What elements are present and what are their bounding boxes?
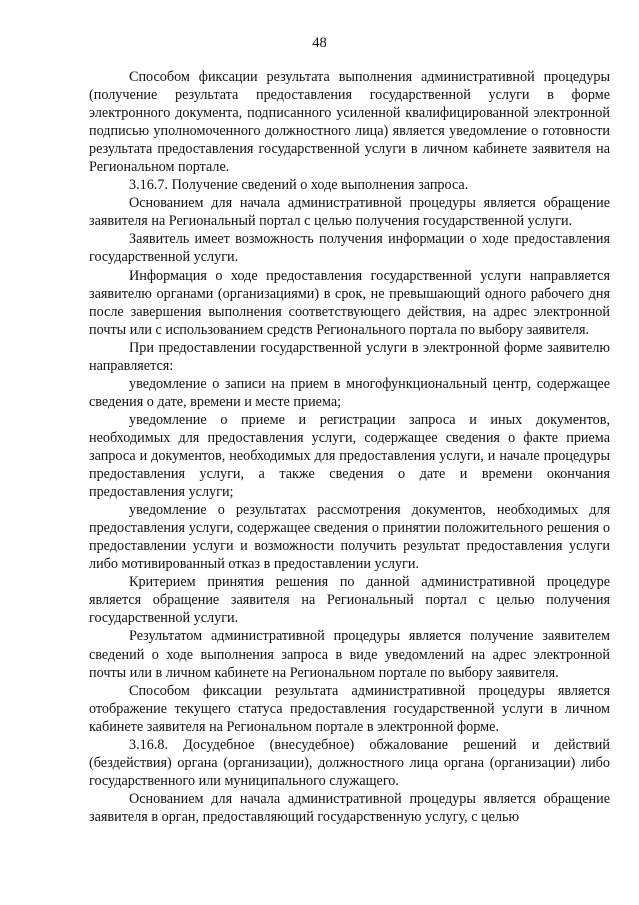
paragraph-basis-for-procedure: Основанием для начала административной процедуры является обращение заявителя на Региональный портал с целью получения государственной услуги.: [89, 195, 610, 230]
paragraph-result-fixation-method: Способом фиксации результата выполнения административной процедуры (получение результата предоставления государственной услуги в форме электронного документа, подписанного усиленной квалифицированной электронной подписью уполномоченного должностного лица) является уведомление о готовности результата предоставления государственной услуги в личном кабинете заявителя на Региональном портале.: [89, 69, 610, 176]
list-item-review-results-notice: уведомление о результатах рассмотрения документов, необходимых для предоставления услуги, содержащее сведения о принятии положительного решения о предоставлении услуги и возможности получить результат предоставления услуги либо мотивированный отказ в предоставлении услуги.: [89, 502, 610, 573]
paragraph-procedure-result: Результатом административной процедуры является получение заявителем сведений о ходе выполнения запроса в виде уведомлений на адрес электронной почты или в личном кабинете на Региональном портале по выбору заявителя.: [89, 628, 610, 681]
section-heading-3-16-8: 3.16.8. Досудебное (внесудебное) обжалование решений и действий (бездействия) органа (организации), должностного лица органа (организации) либо государственного или муниципального служащего.: [89, 736, 610, 789]
section-heading-3-16-7: 3.16.7. Получение сведений о ходе выполнения запроса.: [129, 177, 469, 194]
document-body: [89, 68, 610, 826]
paragraph-decision-criterion: Критерием принятия решения по данной административной процедуре является обращение заявителя на Региональный портал с целью получения государственной услуги.: [89, 574, 610, 627]
paragraph-appeal-basis: Основанием для начала административной процедуры является обращение заявителя в орган, предоставляющий государственную услугу, с целью: [89, 790, 610, 825]
paragraph-electronic-notifications: При предоставлении государственной услуги в электронной форме заявителю направляется:: [89, 339, 610, 374]
page-number: 48: [312, 35, 327, 51]
list-item-appointment-notice: уведомление о записи на прием в многофункциональный центр, содержащее сведения о дате, времени и месте приема;: [89, 375, 610, 410]
paragraph-applicant-information: Заявитель имеет возможность получения информации о ходе предоставления государственной услуги.: [89, 231, 610, 266]
paragraph-progress-information: Информация о ходе предоставления государственной услуги направляется заявителю органами (организациями) в срок, не превышающий одного рабочего дня после завершения выполнения соответствующего действия, на адрес электронной почты или с использованием средств Регионального портала по выбору заявителя.: [89, 267, 610, 338]
list-item-registration-notice: уведомление о приеме и регистрации запроса и иных документов, необходимых для предоставления услуги, содержащее сведения о факте приема запроса и документов, необходимых для предоставления услуги, и начале процедуры предоставления услуги, а также сведения о дате и времени окончания предоставления услуги;: [89, 411, 610, 501]
paragraph-status-display: Способом фиксации результата административной процедуры является отображение текущего статуса предоставления государственной услуги в личном кабинете заявителя на Региональном портале в электронной форме.: [89, 682, 610, 735]
